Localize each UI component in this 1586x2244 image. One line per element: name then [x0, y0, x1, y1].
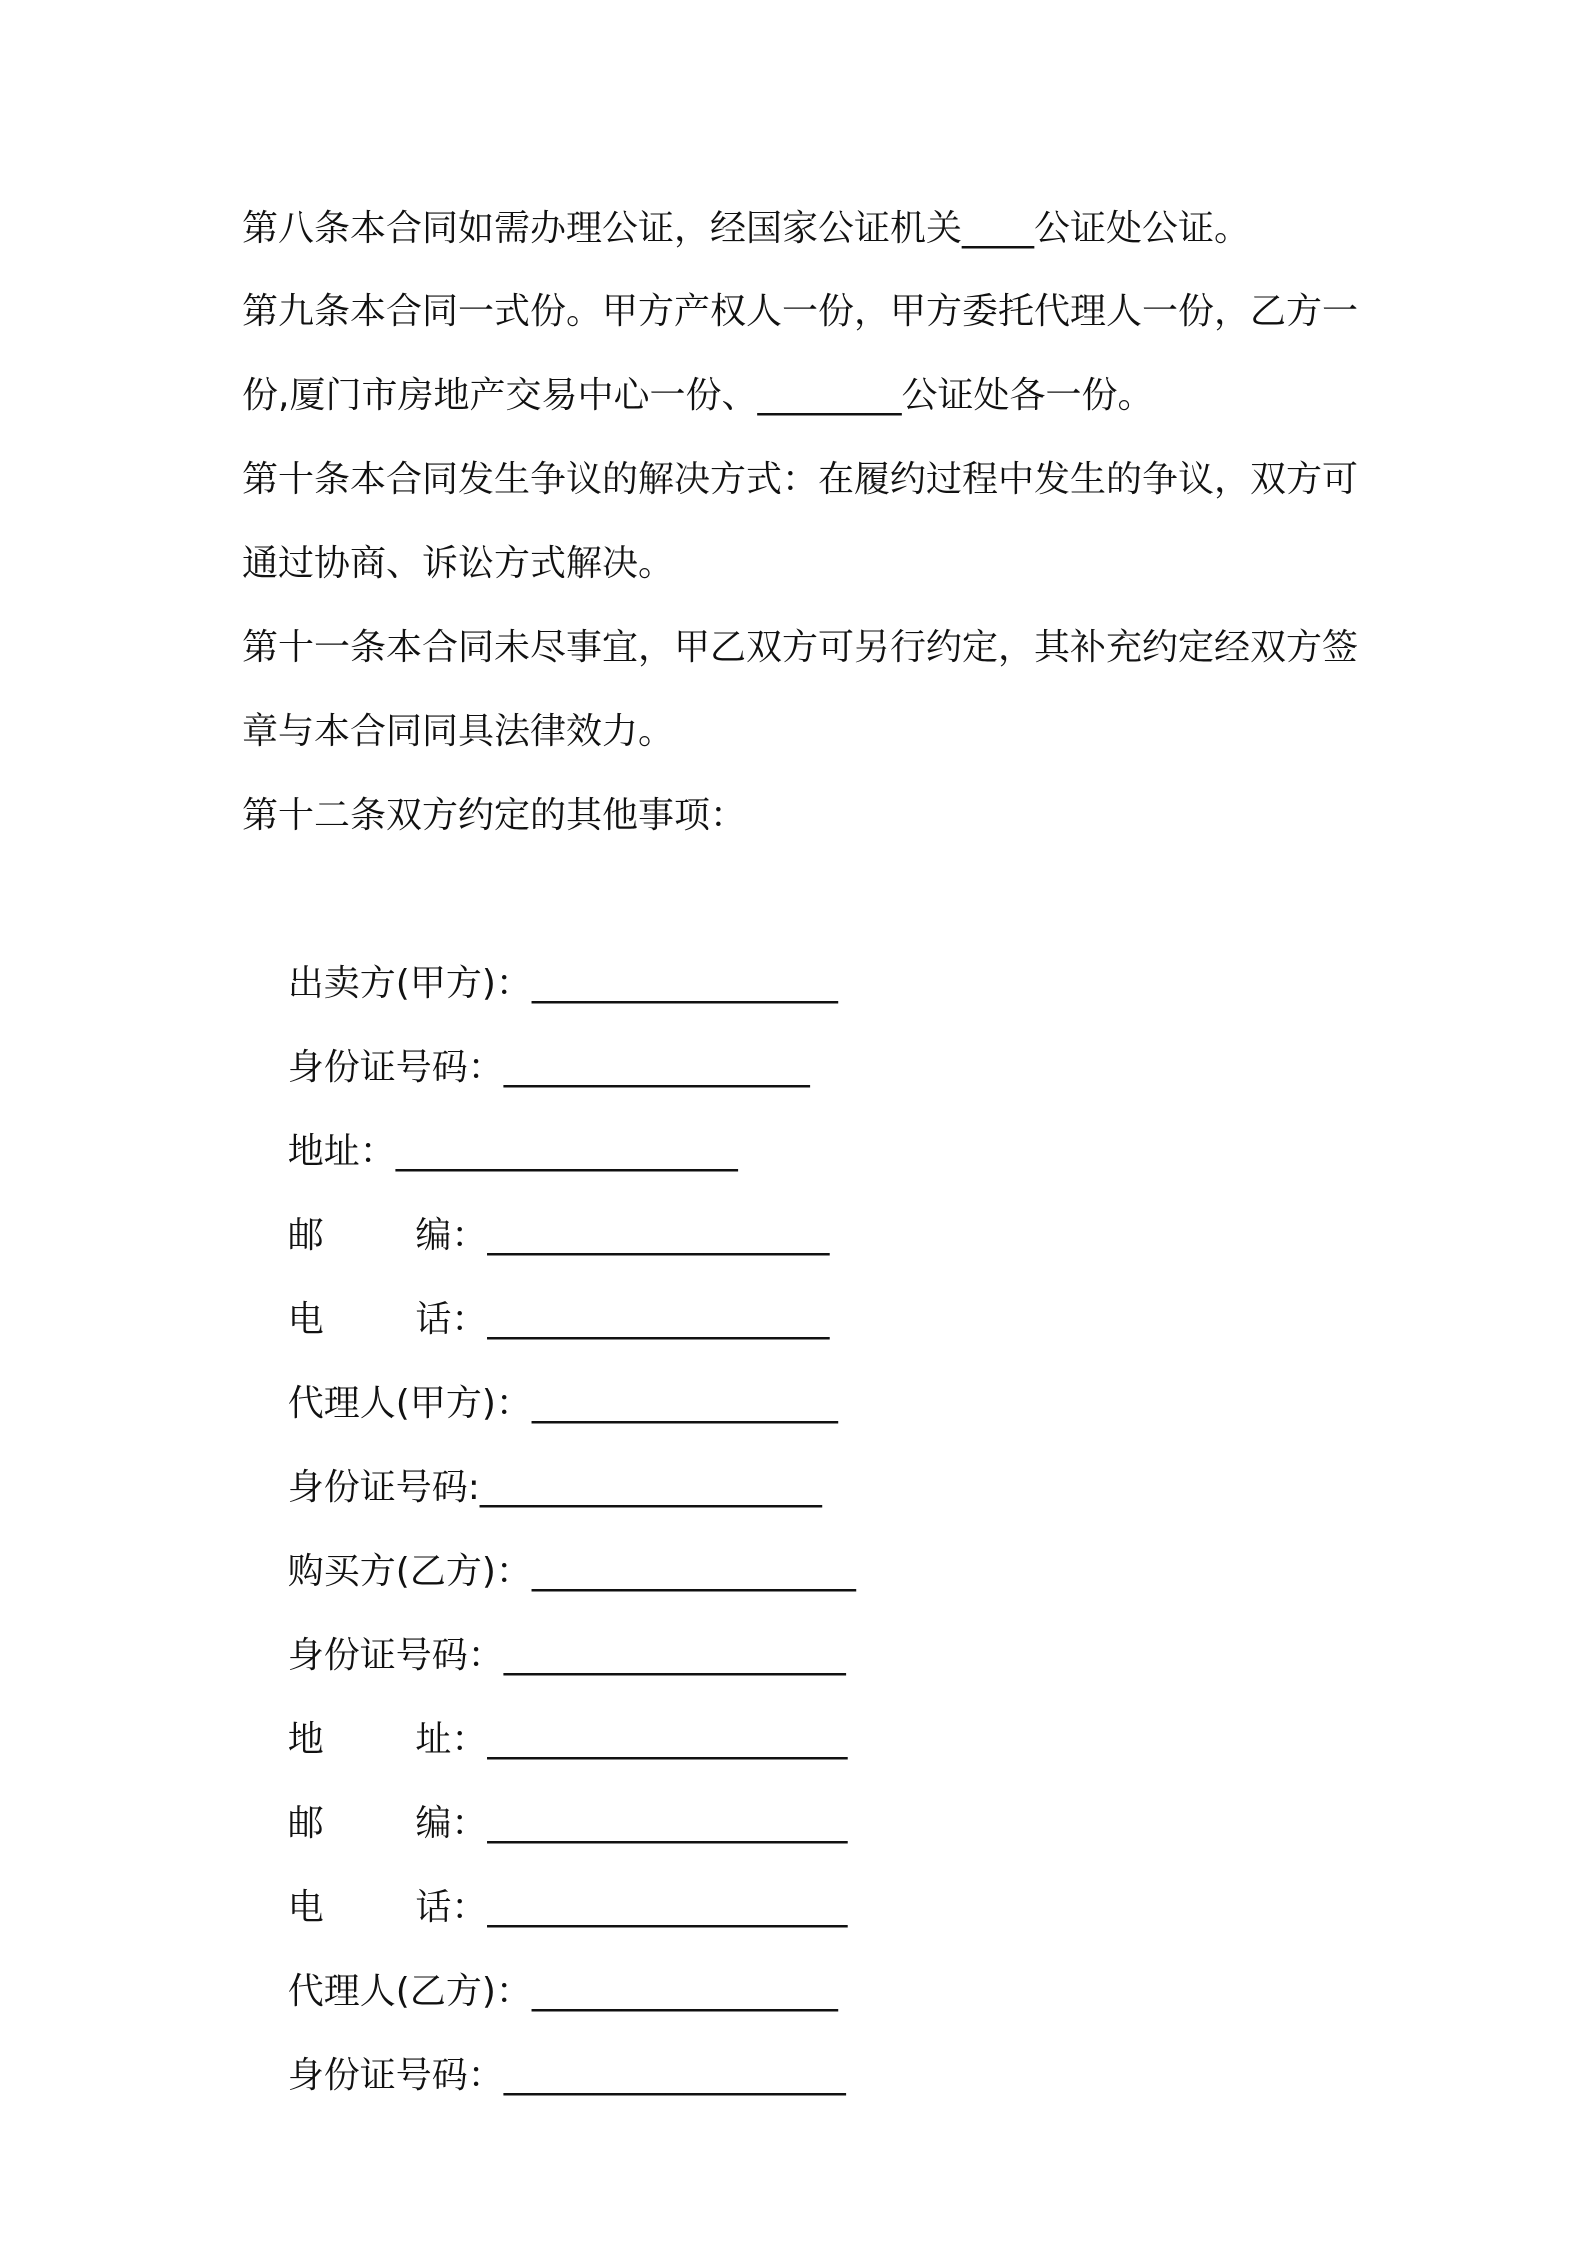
seller-agent-name-blank[interactable]: _________________ [531, 1383, 838, 1424]
buyer-agent-name-label: 代理人(乙方)： [287, 1971, 532, 2012]
seller-agent-id-blank[interactable]: ___________________ [479, 1467, 822, 1508]
buyer-agent-name-blank[interactable]: _________________ [531, 1971, 838, 2012]
buyer-name-label: 购买方(乙方)： [287, 1551, 532, 1592]
seller-agent-id-label: 身份证号码: [287, 1467, 480, 1508]
seller-address-blank[interactable]: ___________________ [395, 1131, 738, 1172]
buyer-id-label: 身份证号码： [287, 1635, 504, 1676]
seller-postcode-label: 邮 编： [287, 1215, 488, 1256]
buyer-postcode-blank[interactable]: ____________________ [487, 1803, 848, 1844]
seller-phone-blank[interactable]: ___________________ [487, 1299, 830, 1340]
seller-phone-label: 电 话： [287, 1299, 488, 1340]
seller-postcode-blank[interactable]: ___________________ [487, 1215, 830, 1256]
article-9: 第九条本合同一式份。甲方产权人一份，甲方委托代理人一份，乙方一份,厦门市房地产交易中心一份、________公证处各一份。 [242, 291, 1359, 416]
article-12: 第十二条双方约定的其他事项： [242, 795, 747, 836]
buyer-phone-blank[interactable]: ____________________ [487, 1887, 848, 1928]
buyer-address-label: 地 址： [287, 1719, 488, 1760]
buyer-id-blank[interactable]: ___________________ [503, 1635, 846, 1676]
buyer-name-blank[interactable]: __________________ [531, 1551, 856, 1592]
seller-address-label: 地址： [287, 1131, 396, 1172]
buyer-agent-id-label: 身份证号码： [287, 2055, 504, 2096]
seller-agent-name-label: 代理人(甲方)： [287, 1383, 532, 1424]
article-11: 第十一条本合同未尽事宜，甲乙双方可另行约定，其补充约定经双方签章与本合同同具法律效力。 [242, 627, 1359, 752]
article-10: 第十条本合同发生争议的解决方式：在履约过程中发生的争议，双方可通过协商、诉讼方式解决。 [242, 459, 1359, 584]
seller-name-blank[interactable]: _________________ [531, 963, 838, 1004]
buyer-phone-label: 电 话： [287, 1887, 488, 1928]
seller-id-blank[interactable]: _________________ [503, 1047, 810, 1088]
buyer-agent-id-field [242, 1950, 846, 2202]
buyer-postcode-label: 邮 编： [287, 1803, 488, 1844]
article-8: 第八条本合同如需办理公证，经国家公证机关____公证处公证。 [242, 208, 1251, 249]
buyer-address-blank[interactable]: ____________________ [487, 1719, 848, 1760]
seller-id-label: 身份证号码： [287, 1047, 504, 1088]
buyer-agent-id-blank[interactable]: ___________________ [503, 2055, 846, 2096]
seller-name-label: 出卖方(甲方)： [287, 963, 532, 1004]
